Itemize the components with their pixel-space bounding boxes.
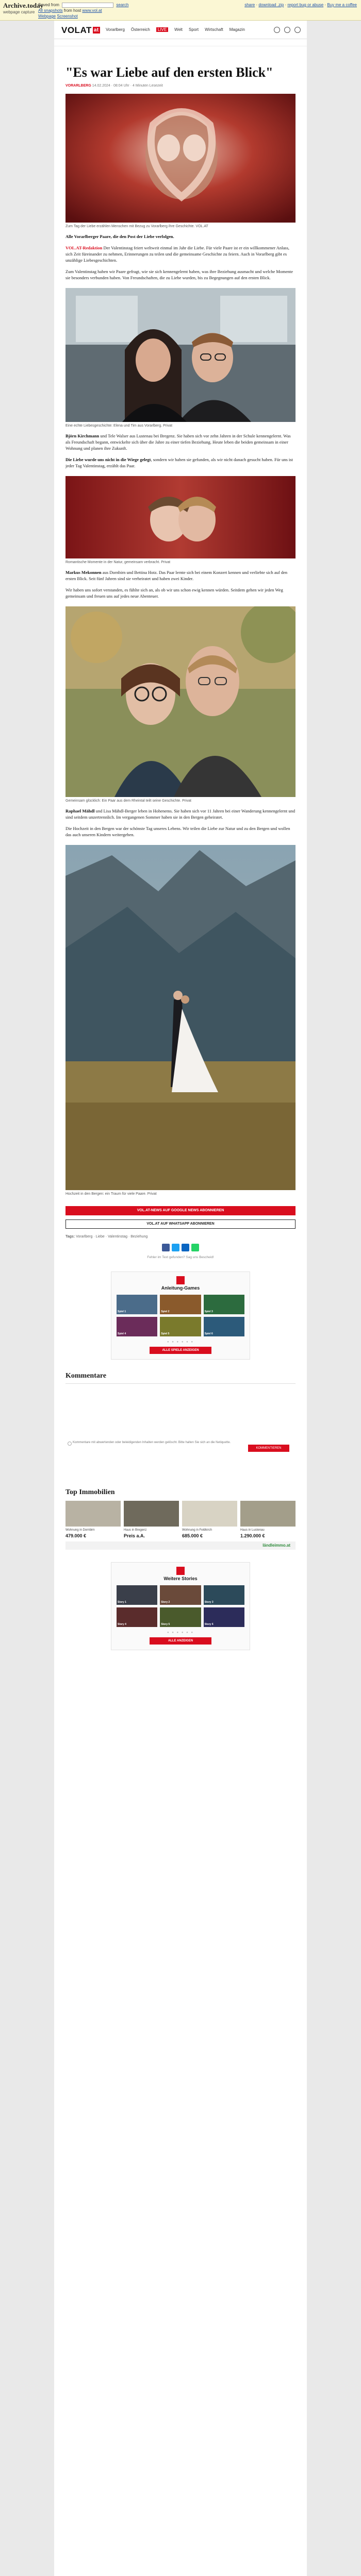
article-paragraph: Zum Valentinstag haben wir Paare gefragt, wie sie sich kennengelernt haben, was ihre Beziehung ausmacht und welche Momente sie besonders verbunden haben. Von Freundschaften, die zu Liebe wurden, bis zu Begegnungen auf den ersten Blick. — [65, 269, 293, 280]
couple-photo-3 — [65, 606, 296, 797]
property-price: 479.000 € — [65, 1533, 87, 1538]
paragraph-text: aus Dornbirn und Bettina Hotz. Das Paar lernte sich bei einem Konzert kennen und verliebte sich auf den ersten Blick. Seit fünf Jahren sind sie verheiratet und haben zwei Kinder. — [65, 570, 288, 581]
whatsapp-icon[interactable] — [191, 1244, 199, 1251]
paragraph-text: , sondern wir haben sie gefunden, als wir nicht danach gesucht haben. Für uns ist jeder Tag Valentinstag, erzählt das Paar. — [65, 457, 293, 468]
webpage-link[interactable]: Webpage — [38, 14, 56, 19]
nav-item[interactable]: Vorarlberg — [106, 27, 125, 32]
property-title: Haus in Bregenz — [124, 1529, 147, 1532]
card-label: Story 3 — [204, 1601, 214, 1604]
google-news-button[interactable]: VOL.AT-NEWS AUF GOOGLE NEWS ABONNIEREN — [65, 1206, 296, 1215]
site-header — [54, 21, 307, 39]
property-price: Preis a.A. — [124, 1533, 145, 1538]
photo-caption — [65, 561, 296, 564]
share-bar — [65, 1244, 296, 1251]
toolbar-actions: share · download .zip · report bug or abuse · Buy me a coffee — [244, 3, 357, 7]
article — [54, 65, 307, 1650]
property-image — [240, 1501, 296, 1527]
article-paragraph: Wir haben uns sofort verstanden, es fühlte sich an, als ob wir uns schon ewig kennen würden. Seitdem gehen wir jeden Weg gemeinsam und freuen uns auf jedes neue Abenteuer. — [65, 587, 283, 599]
card-label: Story 1 — [118, 1601, 126, 1604]
photo-caption — [65, 799, 296, 803]
view-row — [38, 14, 78, 19]
card-label: Spiel 4 — [118, 1332, 126, 1335]
from-host-label: from host — [63, 8, 81, 13]
widget-card[interactable] — [204, 1607, 244, 1627]
saved-from-row — [38, 3, 128, 8]
paragraph-text: und Lisa Mähdl-Berger leben in Hohenems. Sie haben sich vor 11 Jahren bei einer Wanderung kennengelernt und sind seitdem unzertrennlich. Im vergangenen Sommer haben sie in den Bergen geheiratet. — [65, 808, 296, 820]
couple-photo-1 — [65, 288, 296, 422]
card-label: Spiel 3 — [204, 1310, 213, 1313]
card-label: Spiel 1 — [118, 1310, 126, 1313]
twitter-icon[interactable] — [172, 1244, 179, 1251]
carousel-dots[interactable]: ● ● ● ● ● ● — [167, 1341, 194, 1344]
article-paragraph — [65, 245, 296, 263]
article-headline: "Es war Liebe auf den ersten Blick" — [65, 65, 273, 80]
games-widget — [111, 1272, 250, 1360]
wedding-photo — [65, 845, 296, 1190]
intro-bold: Alle Vorarlberger Paare, die den Post der Liebe verfolgen. — [65, 234, 174, 239]
article-paragraph — [65, 233, 296, 240]
article-paragraph: Die Hochzeit in den Bergen war der schönste Tag unseres Lebens. Wir teilen die Liebe zur Natur und zu den Bergen und wollen das auch unseren Kindern weitergeben. — [65, 826, 290, 837]
property-image — [65, 1501, 121, 1527]
search-icon[interactable] — [274, 27, 280, 33]
widget-card[interactable] — [160, 1607, 201, 1627]
saved-from-label: Saved from — [38, 3, 59, 8]
meta-section[interactable]: VORARLBERG — [65, 84, 91, 88]
donate-link[interactable]: Buy me a coffee — [327, 3, 357, 7]
tags-label: Tags: — [65, 1235, 75, 1239]
widget-logo-icon — [176, 1567, 185, 1575]
hero-caption — [65, 225, 296, 228]
header-icons — [274, 27, 301, 33]
card-label: Spiel 2 — [161, 1310, 170, 1313]
caption-text: Romantische Momente in der Natur, gemeinsam verbracht. — [65, 561, 160, 564]
widget-card[interactable] — [204, 1317, 244, 1336]
screenshot-link[interactable]: Screenshot — [57, 14, 78, 19]
linkedin-icon[interactable] — [182, 1244, 189, 1251]
article-paragraph — [65, 456, 296, 469]
meta-readtime: 4 Minuten Lesezeit — [133, 84, 163, 88]
property-title: Wohnung in Feldkirch — [182, 1529, 212, 1532]
immo-card[interactable] — [65, 1501, 121, 1538]
hero-photo-svg — [65, 94, 296, 223]
share-link[interactable]: share — [244, 3, 255, 7]
site-container — [54, 21, 307, 2576]
property-title: Wohnung in Dornbirn — [65, 1529, 95, 1532]
property-title: Haus in Lustenau — [240, 1529, 265, 1532]
widget-card[interactable] — [117, 1607, 157, 1627]
download-link[interactable]: download .zip — [258, 3, 284, 7]
wedding-photo-svg — [65, 845, 296, 1190]
archive-logo[interactable]: Archive.today — [3, 2, 44, 9]
photo-caption — [65, 424, 296, 428]
comments-title: Kommentare — [65, 1372, 107, 1380]
caption-credit: Privat — [182, 799, 191, 803]
widget-title: Anleitung-Games — [161, 1285, 200, 1291]
report-link[interactable]: report bug or abuse — [287, 3, 324, 7]
sub-nav — [54, 39, 307, 46]
quote-bold: Die Liebe wurde uns nicht in die Wiege gelegt — [65, 457, 151, 462]
property-image — [124, 1501, 179, 1527]
widget-card[interactable] — [117, 1295, 157, 1314]
widget-card[interactable] — [160, 1585, 201, 1605]
couple-photo-1-svg — [65, 288, 296, 422]
stories-widget — [111, 1562, 250, 1650]
widget-logo-icon — [176, 1276, 185, 1284]
laendleimmo-banner[interactable]: ländleimmo.at — [65, 1541, 296, 1550]
couple-photo-3-svg — [65, 606, 296, 797]
widget-button[interactable]: ALLE ANZEIGEN — [150, 1637, 211, 1645]
article-meta: VORARLBERG 14.02.2024 · 08:04 Uhr · 4 Minuten Lesezeit — [65, 84, 163, 88]
archive-toolbar — [0, 0, 361, 21]
caption-credit: Privat — [163, 424, 173, 428]
card-label: Story 5 — [161, 1623, 170, 1626]
meta-date: 14.02.2024 — [92, 84, 110, 88]
caption-text: Zum Tag der Liebe erzählen Menschen mit Bezug zu Vorarlberg ihre Geschichte. — [65, 225, 195, 228]
tags-list[interactable]: Vorarlberg · Liebe · Valentinstag · Beziehung — [76, 1235, 148, 1239]
comments-section — [65, 1383, 296, 1476]
property-price: 685.000 € — [182, 1533, 203, 1538]
widget-card[interactable] — [160, 1295, 201, 1314]
nav-item[interactable]: Welt — [174, 27, 183, 32]
archive-subtitle: webpage capture — [3, 10, 35, 14]
caption-text: Hochzeit in den Bergen: ein Traum für viele Paare. — [65, 1192, 146, 1196]
article-paragraph — [65, 569, 296, 582]
widget-card[interactable] — [117, 1317, 157, 1336]
carousel-dots[interactable]: ● ● ● ● ● ● — [167, 1631, 194, 1634]
immo-card[interactable] — [182, 1501, 237, 1538]
hero-photo — [65, 94, 296, 223]
card-label: Spiel 5 — [161, 1332, 170, 1335]
widget-grid — [111, 1581, 250, 1631]
couple-photo-2-svg — [65, 476, 296, 558]
couple-photo-2 — [65, 476, 296, 558]
person-name: Björn Kirchmann — [65, 433, 100, 438]
card-label: Spiel 6 — [204, 1332, 213, 1335]
immo-grid — [65, 1501, 296, 1538]
widget-card[interactable] — [204, 1585, 244, 1605]
host-link[interactable]: www.vol.at — [82, 8, 102, 13]
menu-icon[interactable] — [294, 27, 301, 33]
nav-item[interactable]: Magazin — [229, 27, 245, 32]
widget-card[interactable] — [204, 1295, 244, 1314]
caption-credit: Privat — [161, 561, 171, 564]
user-icon[interactable] — [284, 27, 290, 33]
property-price: 1.290.000 € — [240, 1533, 265, 1538]
article-tags — [65, 1235, 296, 1239]
caption-credit: VOL.AT — [195, 225, 208, 228]
whatsapp-button[interactable]: VOL.AT AUF WHATSAPP ABONNIEREN — [65, 1219, 296, 1229]
main-nav — [106, 27, 245, 32]
paragraph-text: Der Valentinstag feiert weltweit einmal im Jahr die Liebe. Für viele Paare ist er ein willkommener Anlass, sich Zeit füreinander zu nehmen, Erinnerungen zu teilen und die gemeinsame Geschichte zu feiern. Auch in Vorarlberg gibt es unzählige Liebesgeschichten. — [65, 245, 290, 263]
nav-live-tag[interactable]: LIVE — [156, 27, 168, 32]
caption-text: Eine echte Liebesgeschichte: Elena und Tim aus Vorarlberg. — [65, 424, 162, 428]
nav-item[interactable]: Sport — [189, 27, 199, 32]
caption-text: Gemeinsam glücklich: Ein Paar aus dem Rheintal teilt seine Geschichte. — [65, 799, 182, 803]
card-label: Story 4 — [118, 1623, 126, 1626]
snapshots-row — [38, 8, 102, 13]
widget-button[interactable]: ALLE SPIELE ANZEIGEN — [150, 1347, 211, 1354]
card-label: Story 2 — [161, 1601, 170, 1604]
author-label[interactable]: VOL.AT-Redaktion — [65, 245, 103, 250]
person-name: Markus Mekonnen — [65, 570, 102, 575]
widget-title: Weitere Stories — [163, 1576, 198, 1581]
logo-text: VOLAT — [61, 25, 92, 35]
meta-time: 08:04 Uhr — [113, 84, 129, 88]
widget-card[interactable] — [117, 1585, 157, 1605]
property-image — [182, 1501, 237, 1527]
article-paragraph — [65, 808, 296, 820]
comment-button[interactable]: KOMMENTIEREN — [248, 1445, 289, 1452]
all-snapshots-link[interactable]: All snapshots — [38, 8, 63, 13]
immo-card[interactable] — [124, 1501, 179, 1538]
logo-badge: at — [93, 27, 99, 33]
search-link[interactable]: search — [116, 3, 129, 8]
widget-card[interactable] — [160, 1317, 201, 1336]
site-logo[interactable] — [61, 25, 100, 36]
facebook-icon[interactable] — [162, 1244, 170, 1251]
photo-caption — [65, 1192, 296, 1196]
nav-item[interactable]: Wirtschaft — [205, 27, 223, 32]
paragraph-text: und Tele Walser aus Lustenau bei Bregenz. Sie haben sich vor zehn Jahren in der Schule kennengelernt. Was als Freundschaft begann, entwickelte sich über die Jahre zu einer tiefen Beziehung. Heute leben die beiden gemeinsam in einer Wohnung und planen ihre Zukunft. — [65, 433, 291, 451]
card-label: Story 6 — [204, 1623, 214, 1626]
nav-item[interactable]: Österreich — [130, 27, 150, 32]
immo-section — [65, 1488, 296, 1550]
report-error-note[interactable]: Fehler im Text gefunden? Sag uns Bescheid! — [147, 1256, 214, 1259]
widget-grid — [111, 1291, 250, 1341]
immo-card[interactable] — [240, 1501, 296, 1538]
url-input[interactable] — [62, 3, 113, 8]
comments-info: Kommentare mit abwertenden oder beleidigenden Inhalten werden gelöscht. Bitte halten Sie sich an die Netiquette. — [73, 1441, 231, 1444]
article-paragraph — [65, 433, 296, 451]
immo-title: Top Immobilien — [65, 1488, 115, 1496]
caption-credit: Privat — [147, 1192, 157, 1196]
person-name: Raphael Mähdl — [65, 808, 95, 814]
